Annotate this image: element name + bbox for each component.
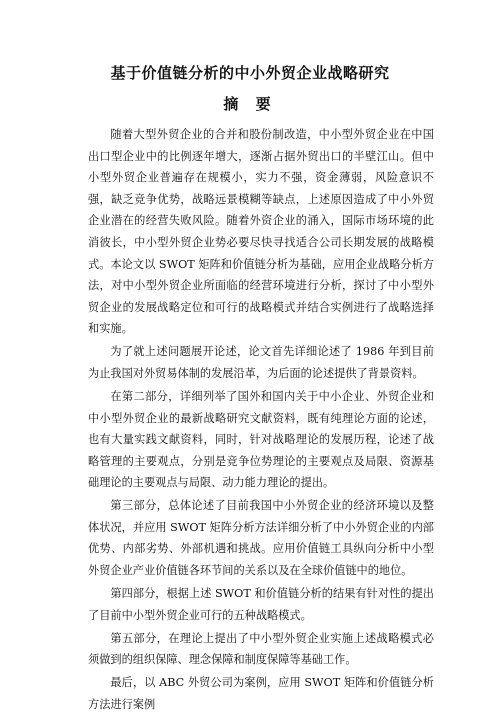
abstract-paragraph-5: 第四部分，根据上述 SWOT 和价值链分析的结果有针对性的提出了目前中小型外贸企业可行的五种战略模式。 xyxy=(88,587,434,622)
abstract-paragraph-2: 为了就上述问题展开论述，论文首先详细论述了 1986 年到目前为止我国对外贸易体制的发展沿革，为后面的论述提供了背景资料。 xyxy=(88,345,434,380)
abstract-heading: 摘 要 xyxy=(223,95,277,113)
abstract-paragraph-4: 第三部分，总体论述了目前我国中小外贸企业的经济环境以及整体状况，并应用 SWOT 矩阵分析方法详细分析了中小外贸企业的内部优势、内部劣势、外部机遇和挑战。应用价值链工具纵向分析中小型外贸企业产业价值链各环节间的关系以及在全球价值链中的地位。 xyxy=(88,499,434,578)
abstract-paragraph-3: 在第二部分，详细列举了国外和国内关于中小企业、外贸企业和中小型外贸企业的最新战略研究文献资料，既有纯理论方面的论述，也有大量实践文献资料，同时，针对战略理论的发展历程，论述了战略管理的主要观点，分别是竞争位势理论的主要观点及局限、资源基础理论的主要观点与局限、动力能力理论的提出。 xyxy=(88,389,434,490)
abstract-paragraph-6: 第五部分，在理论上提出了中小型外贸企业实施上述战略模式必须做到的组织保障、理念保障和制度保障等基础工作。 xyxy=(88,631,434,667)
document-title: 基于价值链分析的中小外贸企业战略研究 xyxy=(110,64,390,82)
abstract-paragraph-7: 最后，以 ABC 外贸公司为案例，应用 SWOT 矩阵和价值链分析方法进行案例 xyxy=(88,676,434,711)
abstract-paragraph-1: 随着大型外贸企业的合并和股份制改造，中小型外贸企业在中国出口型企业中的比例逐年增大，逐渐占据外贸出口的半壁江山。但中小型外贸企业普遍存在规模小，实力不强，资金薄弱，风险意识不强，缺乏竞争优势，战略远景模糊等缺点，上述原因造成了中小外贸企业潜在的经营失败风险。随着外资企业的涌入，国际市场环境的此消彼长，中小型外贸企业势必要尽快寻找适合公司长期发展的战略模式。本论文以 SWOT 矩阵和价值链分析为基础，应用企业战略分析方法，对中小型外贸企业所面临的经营环境进行分析，探讨了中小型外贸企业的发展战略定位和可行的战略模式并结合实例进行了战略选择和实施。 xyxy=(88,128,434,336)
abstract-body xyxy=(88,124,434,715)
